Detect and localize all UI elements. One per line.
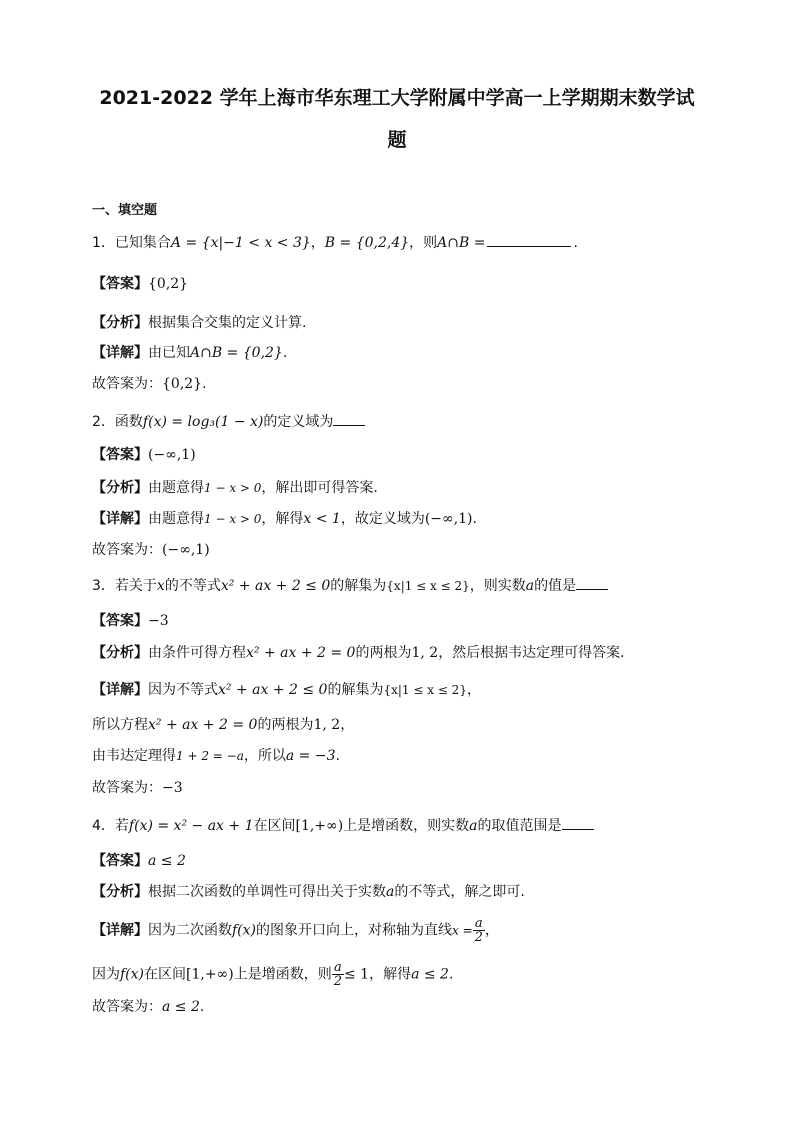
answer-label: 【答案】 — [92, 853, 148, 869]
q2-stem-text: 2．函数 — [92, 414, 143, 430]
q3-line3-text: 由韦达定理得 — [92, 748, 176, 764]
fraction-numerator: a — [473, 917, 485, 931]
q2-detail-mid: ，解得 — [261, 511, 304, 527]
final-label: 故答案为： — [92, 999, 162, 1015]
q3-answer-value: −3 — [148, 613, 169, 629]
answer-label: 【答案】 — [92, 447, 148, 463]
q3-detail-sol: {x|1 ≤ x ≤ 2} — [383, 683, 467, 697]
q3-var: x — [156, 578, 165, 594]
q4-analysis — [92, 884, 525, 900]
q4-a-var: a — [469, 818, 478, 834]
q4-detail-mid: 的图象开口向上，对称轴为直线 — [256, 922, 453, 939]
q2-detail-mid-2: ，故定义域为 — [340, 511, 425, 527]
document-title-line-2: 题 — [387, 129, 407, 151]
q1-set-b: B = {0,2,4} — [324, 235, 410, 251]
q3-analysis-eq: x² + ax + 2 = 0 — [246, 645, 356, 661]
q3-stem-mid-3: ，则实数 — [469, 578, 526, 594]
q1-detail-text: 由已知 — [148, 345, 190, 361]
q1-answer-blank — [487, 234, 571, 247]
q4-line2-fraction — [332, 961, 344, 988]
q1-stem-text: 1．已知集合 — [92, 235, 171, 251]
q3-analysis-end: ，然后根据韦达定理可得答案. — [438, 645, 625, 661]
q1-set-a: A = {x|−1 < x < 3} — [170, 235, 311, 251]
q3-detail-text: 因为不等式 — [148, 682, 218, 698]
q1-final — [92, 376, 207, 392]
q2-final — [92, 542, 210, 558]
q3-a-var: a — [525, 578, 535, 594]
q3-solution-set: {x|1 ≤ x ≤ 2} — [386, 579, 470, 593]
q3-line2-mid: 的两根为 — [257, 717, 314, 733]
q4-axis-fraction — [473, 917, 485, 944]
q2-detail — [92, 511, 477, 527]
section-heading: 一、填空题 — [92, 203, 158, 218]
q2-answer — [92, 447, 196, 463]
q4-detail-end: ， — [484, 922, 499, 939]
q4-line2-end: . — [448, 966, 454, 983]
q3-answer-blank — [576, 577, 608, 590]
q4-line2-text: 因为 — [92, 966, 120, 983]
final-label: 故答案为： — [92, 780, 162, 796]
q2-detail-math-3: (−∞,1) — [424, 511, 473, 527]
q3-stem-text: 3．若关于 — [92, 578, 157, 594]
q4-answer — [92, 853, 186, 869]
q2-detail-text: 由题意得 — [148, 511, 204, 527]
q3-line3-eq: 1 + 2 = −a — [176, 749, 244, 763]
q4-line2-mid-2: 上是增函数，则 — [233, 966, 332, 983]
q4-detail-f: f(x) — [232, 922, 257, 939]
final-label: 故答案为： — [92, 376, 162, 392]
q4-detail — [92, 917, 499, 944]
q2-answer-blank — [333, 413, 365, 426]
q3-detail-ineq: x² + ax + 2 ≤ 0 — [218, 682, 328, 698]
q4-analysis-var: a — [386, 884, 395, 900]
q3-stem-mid-2: 的解集为 — [330, 578, 387, 594]
analysis-label: 【分析】 — [92, 315, 148, 331]
q3-analysis-text: 由条件可得方程 — [148, 645, 246, 661]
q2-final-value: (−∞,1) — [162, 542, 210, 558]
q4-detail-text: 因为二次函数 — [148, 922, 232, 939]
fraction-numerator: a — [332, 961, 344, 975]
q3-final — [92, 780, 183, 796]
q3-analysis-roots: 1, 2 — [411, 645, 439, 661]
q3-detail-end: ， — [466, 682, 481, 698]
q3-line2-end: ， — [340, 717, 355, 733]
q1-detail-math: A∩B = {0,2} — [190, 345, 283, 361]
q3-stem-end: 的值是 — [534, 578, 577, 594]
q4-line2-interval: [1,+∞) — [186, 966, 234, 983]
q4-final-end: . — [199, 999, 205, 1015]
q3-stem-mid: 的不等式 — [164, 578, 221, 594]
q3-detail-line-3 — [92, 748, 340, 764]
q4-analysis-text: 根据二次函数的单调性可得出关于实数 — [148, 884, 386, 900]
q4-stem-mid: 在区间 — [253, 818, 296, 834]
q2-analysis — [92, 480, 378, 496]
fraction-denominator: 2 — [333, 974, 342, 989]
document-title-line-1: 2021-2022 学年上海市华东理工大学附属中学高一上学期期末数学试 — [99, 87, 695, 109]
answer-label: 【答案】 — [92, 276, 148, 292]
q2-detail-end: . — [472, 511, 477, 527]
q4-stem — [92, 817, 594, 834]
detail-label: 【详解】 — [92, 511, 148, 527]
q4-line2-mid-3: ，解得 — [369, 966, 412, 983]
analysis-label: 【分析】 — [92, 884, 148, 900]
q4-stem-end: 的取值范围是 — [477, 818, 562, 834]
q3-detail-line-2 — [92, 717, 354, 733]
q4-answer-value: a ≤ 2 — [148, 853, 186, 869]
q4-answer-blank — [562, 817, 594, 830]
q2-function: f(x) = log₃(1 − x) — [142, 414, 264, 430]
q3-line3-mid: ，所以 — [243, 748, 286, 764]
q1-ask: A∩B = — [437, 235, 486, 251]
q2-analysis-text: 由题意得 — [148, 480, 204, 496]
q3-line3-end: . — [335, 748, 340, 764]
q4-interval: [1,+∞) — [295, 818, 344, 834]
q4-final — [92, 999, 204, 1015]
q1-analysis-text: 根据集合交集的定义计算. — [148, 315, 307, 331]
fraction-denominator: 2 — [474, 930, 483, 945]
q3-line2-eq: x² + ax + 2 = 0 — [148, 717, 258, 733]
analysis-label: 【分析】 — [92, 480, 148, 496]
q1-analysis — [92, 315, 306, 331]
q1-detail-end: . — [282, 345, 288, 361]
q4-line2-relation: ≤ 1 — [343, 966, 370, 983]
q4-axis-lhs: x = — [452, 923, 473, 938]
q3-analysis — [92, 645, 625, 661]
q1-sep: ， — [310, 235, 325, 251]
q2-stem — [92, 413, 365, 430]
detail-label: 【详解】 — [92, 345, 148, 361]
q4-stem-mid-2: 上是增函数，则实数 — [343, 818, 470, 834]
q2-stem-end: 的定义域为 — [263, 414, 334, 430]
q3-line2-text: 所以方程 — [92, 717, 148, 733]
q3-answer — [92, 613, 169, 629]
q3-inequality: x² + ax + 2 ≤ 0 — [220, 578, 331, 594]
q4-final-value: a ≤ 2 — [162, 999, 200, 1015]
detail-label: 【详解】 — [92, 682, 148, 698]
final-label: 故答案为： — [92, 542, 162, 558]
q1-stem-mid: ，则 — [409, 235, 438, 251]
q2-detail-math-1: 1 − x > 0 — [204, 512, 262, 526]
q1-stem-end: . — [573, 235, 578, 251]
q4-line2-f: f(x) — [120, 966, 145, 983]
q3-line2-roots: 1, 2 — [313, 717, 341, 733]
q1-stem — [92, 234, 578, 251]
analysis-label: 【分析】 — [92, 645, 148, 661]
q3-detail — [92, 682, 481, 698]
q1-detail — [92, 345, 287, 361]
q3-detail-mid: 的解集为 — [327, 682, 384, 698]
q3-analysis-mid: 的两根为 — [355, 645, 412, 661]
q1-final-end: . — [202, 376, 207, 392]
q4-line2-result: a ≤ 2 — [411, 966, 449, 983]
q4-detail-line-2 — [92, 961, 453, 988]
q2-answer-value: (−∞,1) — [148, 447, 196, 463]
q4-analysis-end: 的不等式，解之即可. — [394, 884, 525, 900]
q1-answer-value: {0,2} — [148, 276, 189, 292]
q2-analysis-math: 1 − x > 0 — [204, 481, 262, 495]
q2-analysis-end: ，解出即可得答案. — [261, 480, 378, 496]
q4-line2-mid: 在区间 — [144, 966, 187, 983]
q2-detail-math-2: x < 1 — [303, 511, 341, 527]
q1-answer — [92, 276, 188, 292]
answer-label: 【答案】 — [92, 613, 148, 629]
q4-function: f(x) = x² − ax + 1 — [128, 818, 254, 834]
q3-final-value: −3 — [162, 780, 183, 796]
detail-label: 【详解】 — [92, 922, 148, 939]
q3-stem — [92, 577, 608, 594]
q3-line3-result: a = −3 — [285, 748, 336, 764]
q1-final-value: {0,2} — [162, 376, 203, 392]
q4-stem-text: 4．若 — [92, 818, 129, 834]
